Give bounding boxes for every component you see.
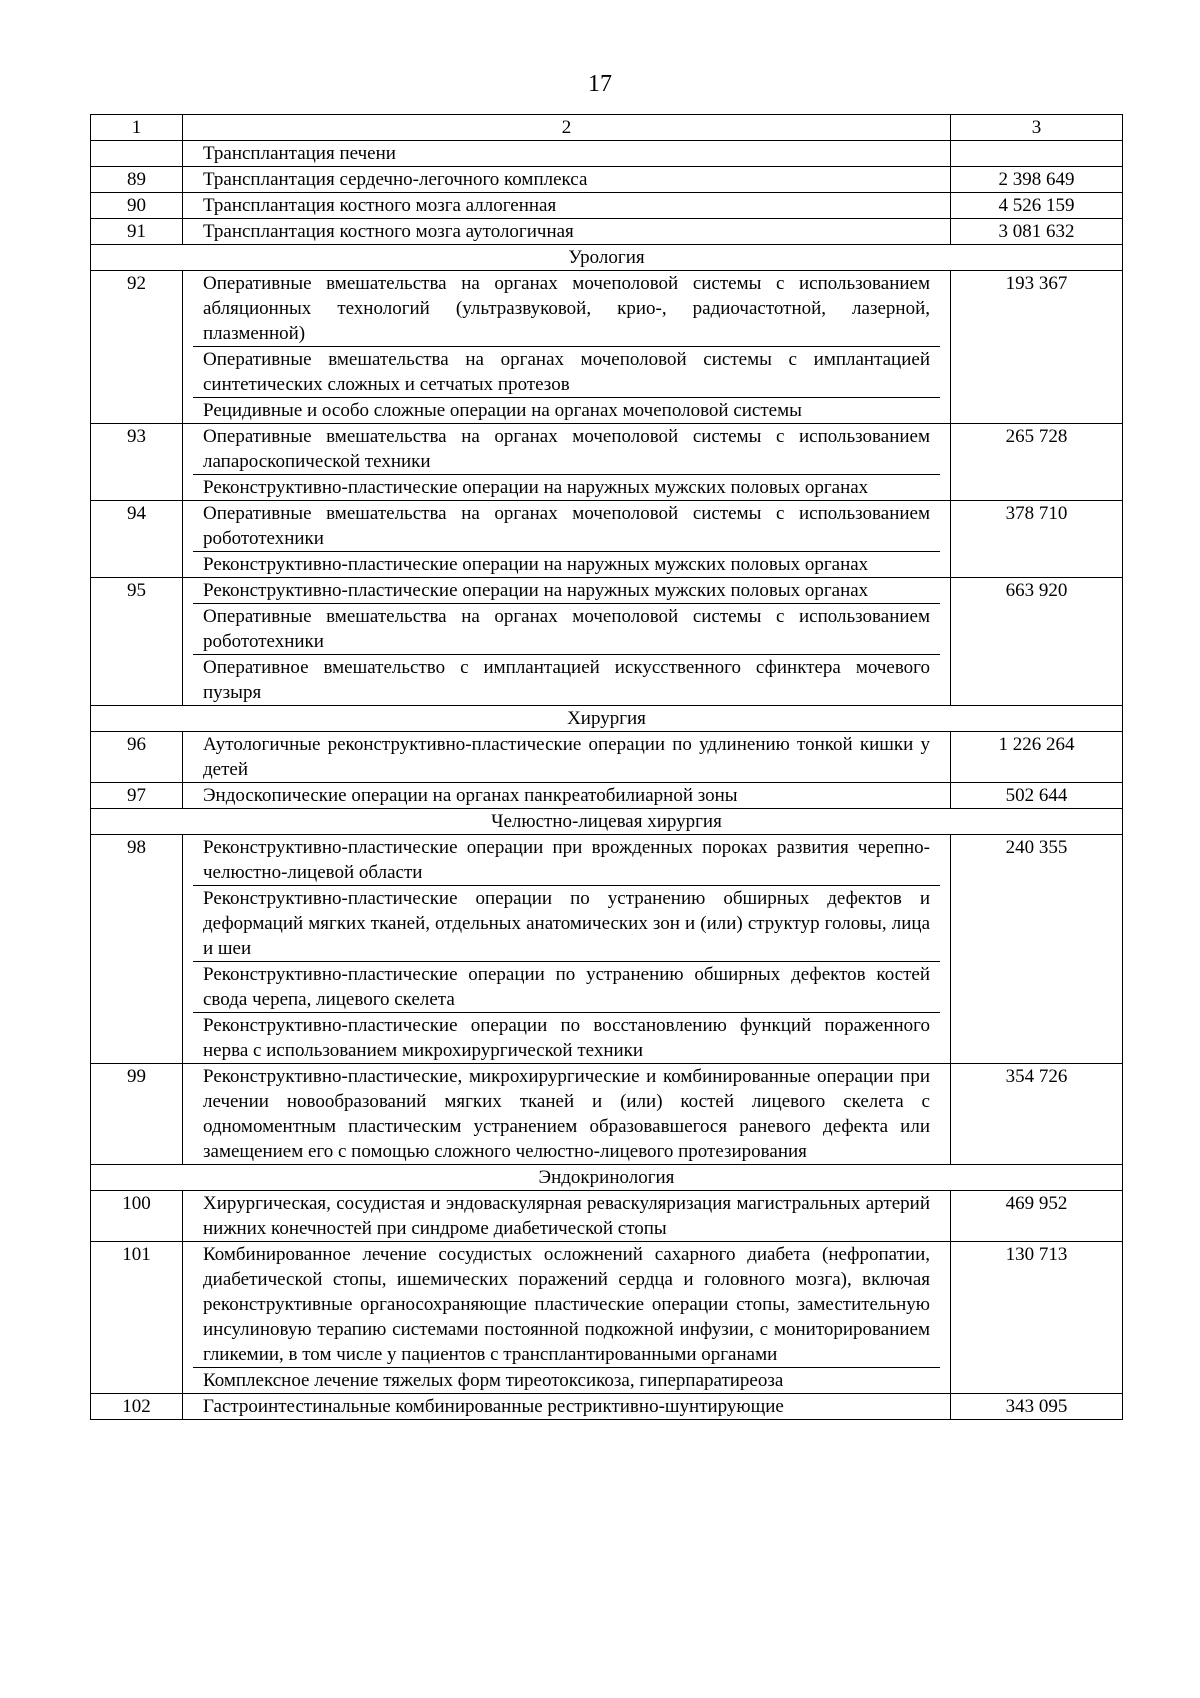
section-heading: Хирургия [91,706,1123,732]
procedure-description: Гастроинтестинальные комбинированные рестриктивно-шунтирующие [203,1396,784,1417]
section-row [91,809,1123,835]
section-heading: Челюстно-лицевая хирургия [91,809,1123,835]
table-row [91,501,1123,578]
procedure-description: Реконструктивно-пластические операции по устранению обширных дефектов и деформаций мягких тканей, отдельных анатомических зон и (или) структур головы, лица и шеи [193,885,940,961]
cost-value: 502 644 [951,783,1123,809]
procedure-description: Аутологичные реконструктивно-пластические операции по удлинению тонкой кишки у детей [203,734,930,780]
section-heading: Эндокринология [91,1165,1123,1191]
page-number: 17 [588,71,612,97]
procedure-cell [183,732,951,783]
procedure-description: Оперативные вмешательства на органах мочеполовой системы с имплантацией синтетических сложных и сетчатых протезов [193,346,940,397]
table-row [91,578,1123,706]
table-body [91,141,1123,1420]
table-row [91,271,1123,424]
row-number: 97 [91,783,183,809]
row-number: 99 [91,1064,183,1165]
procedure-description: Оперативное вмешательство с имплантацией искусственного сфинктера мочевого пузыря [193,654,940,705]
procedure-cell [183,1394,951,1420]
row-number: 92 [91,271,183,424]
table-header-row [91,115,1123,141]
cost-value: 469 952 [951,1191,1123,1242]
row-number: 94 [91,501,183,578]
column-header-3: 3 [951,115,1123,141]
row-number [91,141,183,167]
cost-value: 663 920 [951,578,1123,706]
procedure-description: Реконструктивно-пластические операции на наружных мужских половых органах [193,474,940,500]
procedure-description: Комплексное лечение тяжелых форм тиреотоксикоза, гиперпаратиреоза [193,1367,940,1393]
procedure-cell [183,1191,951,1242]
procedure-cell [183,167,951,193]
procedure-description: Эндоскопические операции на органах панкреатобилиарной зоны [203,785,738,806]
cost-value: 130 713 [951,1242,1123,1394]
row-number: 89 [91,167,183,193]
procedure-cell [183,1064,951,1165]
procedure-description: Реконструктивно-пластические операции по восстановлению функций пораженного нерва с использованием микрохирургической техники [193,1012,940,1063]
column-header-2: 2 [183,115,951,141]
procedure-cell [183,424,951,501]
cost-value: 265 728 [951,424,1123,501]
procedure-description: Реконструктивно-пластические операции при врожденных пороках развития черепно-челюстно-лицевой области [203,837,930,883]
cost-value: 378 710 [951,501,1123,578]
procedure-cell [183,578,951,706]
procedure-description: Комбинированное лечение сосудистых осложнений сахарного диабета (нефропатии, диабетической стопы, ишемических поражений сердца и головного мозга), включая реконструктивные органосохраняющие пластические операции стопы, заместительную инсулиновую терапию системами постоянной подкожной инфузии, с мониторированием гликемии, в том числе у пациентов с трансплантированными органами [203,1244,930,1365]
cost-value: 4 526 159 [951,193,1123,219]
section-row [91,1165,1123,1191]
table-row [91,193,1123,219]
cost-value: 2 398 649 [951,167,1123,193]
section-row [91,245,1123,271]
procedure-description: Оперативные вмешательства на органах мочеполовой системы с использованием робототехники [203,503,930,549]
cost-value: 343 095 [951,1394,1123,1420]
procedure-description: Трансплантация костного мозга аллогенная [203,195,557,216]
cost-value [951,141,1123,167]
procedure-cell [183,783,951,809]
procedure-description: Трансплантация костного мозга аутологичная [203,221,574,242]
procedure-description: Реконструктивно-пластические, микрохирургические и комбинированные операции при лечении новообразований мягких тканей и (или) костей лицевого скелета с одномоментным пластическим устранением образовавшегося раневого дефекта или замещением его с помощью сложного челюстно-лицевого протезирования [203,1066,930,1162]
procedure-description: Реконструктивно-пластические операции на наружных мужских половых органах [203,580,869,601]
cost-value: 354 726 [951,1064,1123,1165]
procedure-cell [183,501,951,578]
row-number: 98 [91,835,183,1064]
table-row [91,732,1123,783]
table-row [91,835,1123,1064]
procedure-cell [183,271,951,424]
table-row [91,1191,1123,1242]
procedure-description: Оперативные вмешательства на органах мочеполовой системы с использованием робототехники [193,603,940,654]
cost-value: 193 367 [951,271,1123,424]
procedure-cell [183,193,951,219]
row-number: 91 [91,219,183,245]
table-row [91,141,1123,167]
table-row [91,1394,1123,1420]
procedure-cell [183,835,951,1064]
column-header-1: 1 [91,115,183,141]
procedure-cell [183,219,951,245]
row-number: 96 [91,732,183,783]
procedure-description: Хирургическая, сосудистая и эндоваскулярная реваскуляризация магистральных артерий нижних конечностей при синдроме диабетической стопы [203,1193,930,1239]
procedure-description: Реконструктивно-пластические операции по устранению обширных дефектов костей свода черепа, лицевого скелета [193,961,940,1012]
row-number: 102 [91,1394,183,1420]
procedure-description: Рецидивные и особо сложные операции на органах мочеполовой системы [193,397,940,423]
procedure-description: Трансплантация печени [203,143,396,164]
cost-value: 3 081 632 [951,219,1123,245]
row-number: 90 [91,193,183,219]
section-row [91,706,1123,732]
table-row [91,1242,1123,1394]
table-row [91,167,1123,193]
procedure-description: Реконструктивно-пластические операции на наружных мужских половых органах [193,551,940,577]
table-row [91,1064,1123,1165]
row-number: 93 [91,424,183,501]
row-number: 100 [91,1191,183,1242]
table-row [91,219,1123,245]
row-number: 95 [91,578,183,706]
procedure-description: Оперативные вмешательства на органах мочеполовой системы с использованием лапароскопической техники [203,426,930,472]
section-heading: Урология [91,245,1123,271]
table-row [91,783,1123,809]
row-number: 101 [91,1242,183,1394]
procedure-cell [183,141,951,167]
table-row [91,424,1123,501]
procedure-description: Трансплантация сердечно-легочного комплекса [203,169,588,190]
cost-value: 240 355 [951,835,1123,1064]
cost-value: 1 226 264 [951,732,1123,783]
procedure-description: Оперативные вмешательства на органах мочеполовой системы с использованием абляционных технологий (ультразвуковой, крио-, радиочастотной, лазерной, плазменной) [203,273,930,344]
procedure-cell [183,1242,951,1394]
tariff-table [90,114,1123,1420]
